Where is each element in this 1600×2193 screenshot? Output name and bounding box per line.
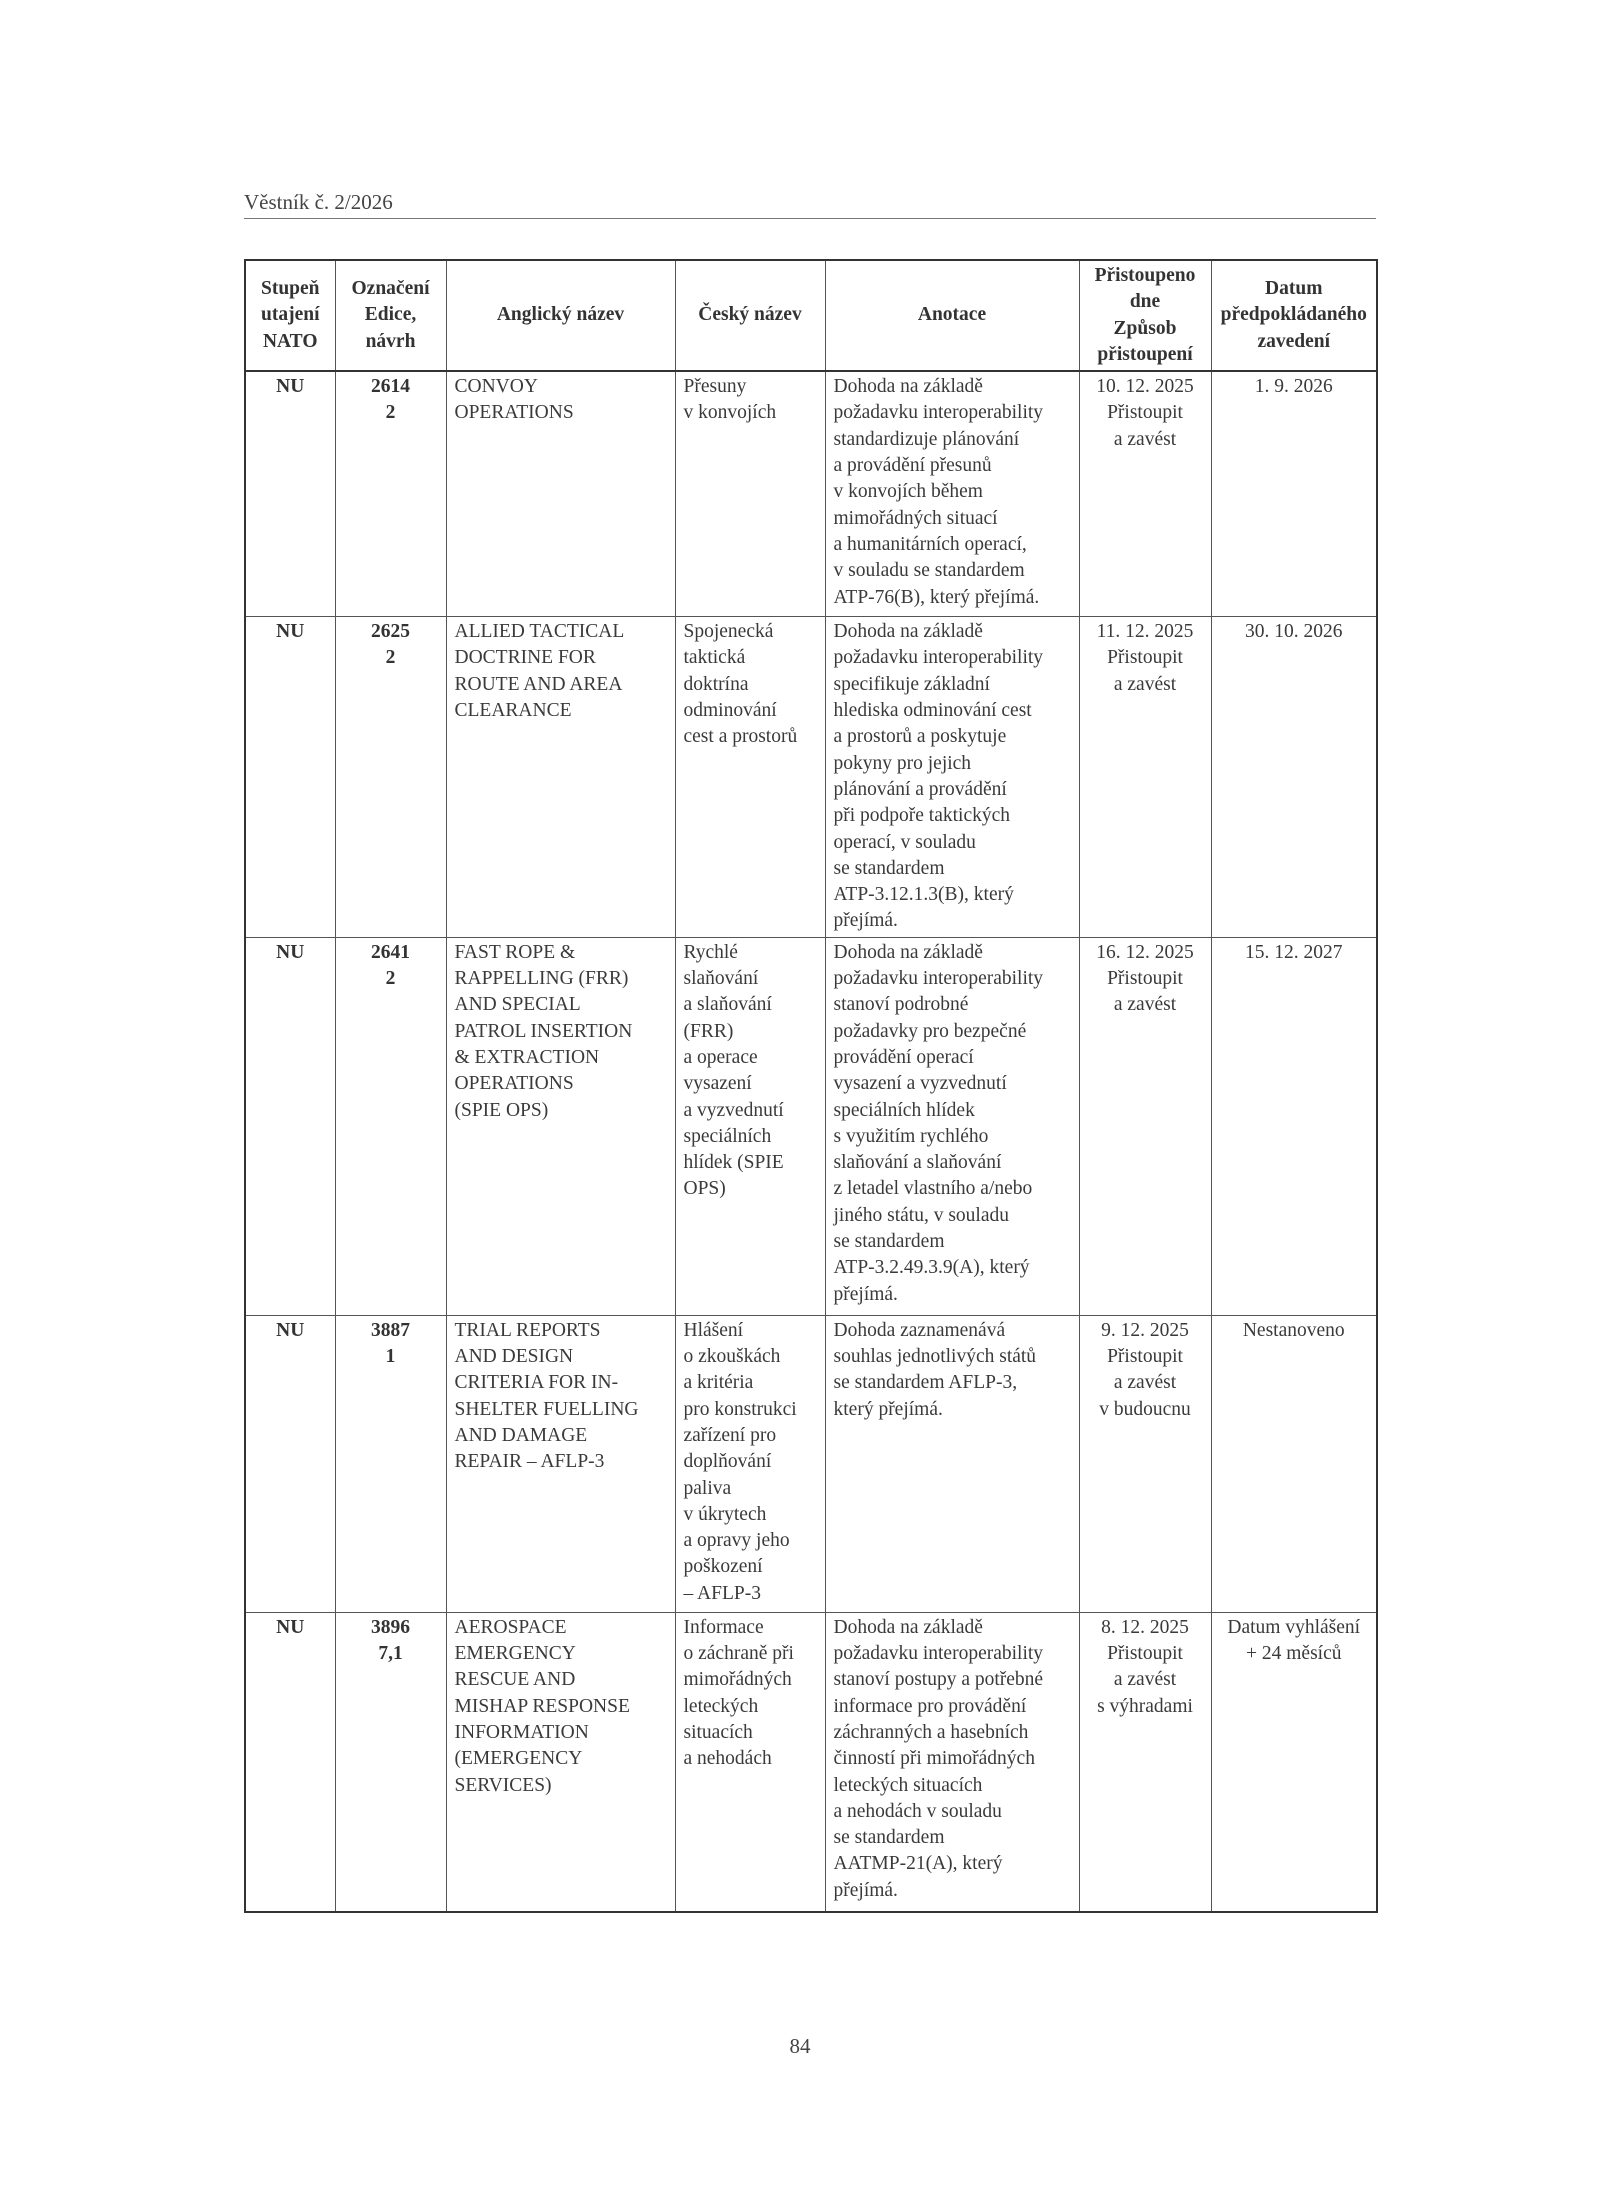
cell-level: NU [245, 1315, 335, 1612]
cell-czech: Informace o záchraně při mimořádných leteckých situacích a nehodách [675, 1612, 825, 1912]
cell-annotation: Dohoda na základě požadavku interoperability standardizuje plánování a provádění přesunů v konvojích během mimořádných situací a humanitárních operací, v souladu se standardem ATP-76(B), který přejímá. [825, 371, 1079, 617]
col-header-annotation: Anotace [825, 260, 1079, 371]
cell-annotation: Dohoda na základě požadavku interoperability stanoví podrobné požadavky pro bezpečné provádění operací vysazení a vyzvednutí speciálních hlídek s využitím rychlého slaňování a slaňování z letadel vlastního a/nebo jiného státu, v souladu se standardem ATP-3.2.49.3.9(A), který přejímá. [825, 937, 1079, 1315]
cell-annotation: Dohoda zaznamenává souhlas jednotlivých států se standardem AFLP-3, který přejímá. [825, 1315, 1079, 1612]
cell-accession: 8. 12. 2025 Přistoupit a zavést s výhradami [1079, 1612, 1211, 1912]
cell-accession: 16. 12. 2025 Přistoupit a zavést [1079, 937, 1211, 1315]
standards-table [244, 259, 1378, 1913]
table-header-row [245, 260, 1377, 371]
cell-implementation: Nestanoveno [1211, 1315, 1377, 1612]
col-header-designation: Označení Edice, návrh [335, 260, 446, 371]
cell-level: NU [245, 617, 335, 938]
cell-annotation: Dohoda na základě požadavku interoperability stanoví postupy a potřebné informace pro provádění záchranných a hasebních činností při mimořádných leteckých situacích a nehodách v souladu se standardem AATMP-21(A), který přejímá. [825, 1612, 1079, 1912]
col-header-level: Stupeň utajení NATO [245, 260, 335, 371]
cell-english: CONVOY OPERATIONS [446, 371, 675, 617]
cell-designation: 2625 2 [335, 617, 446, 938]
cell-english: TRIAL REPORTS AND DESIGN CRITERIA FOR IN- SHELTER FUELLING AND DAMAGE REPAIR – AFLP-3 [446, 1315, 675, 1612]
table-row [245, 1612, 1377, 1912]
cell-implementation: 30. 10. 2026 [1211, 617, 1377, 938]
page-number: 84 [789, 2034, 811, 2058]
cell-czech: Hlášení o zkouškách a kritéria pro konstrukci zařízení pro doplňování paliva v úkrytech a opravy jeho poškození – AFLP-3 [675, 1315, 825, 1612]
cell-level: NU [245, 937, 335, 1315]
col-header-accession: Přistoupeno dne Způsob přistoupení [1079, 260, 1211, 371]
cell-implementation: 15. 12. 2027 [1211, 937, 1377, 1315]
table-row [245, 371, 1377, 617]
cell-level: NU [245, 371, 335, 617]
col-header-english: Anglický název [446, 260, 675, 371]
cell-english: AEROSPACE EMERGENCY RESCUE AND MISHAP RESPONSE INFORMATION (EMERGENCY SERVICES) [446, 1612, 675, 1912]
cell-czech: Spojenecká taktická doktrína odminování cest a prostorů [675, 617, 825, 938]
running-head-title: Věstník č. 2/2026 [244, 190, 393, 214]
table-row [245, 937, 1377, 1315]
cell-designation: 2614 2 [335, 371, 446, 617]
cell-designation: 3887 1 [335, 1315, 446, 1612]
table-row [245, 617, 1377, 938]
cell-english: ALLIED TACTICAL DOCTRINE FOR ROUTE AND AREA CLEARANCE [446, 617, 675, 938]
cell-czech: Rychlé slaňování a slaňování (FRR) a operace vysazení a vyzvednutí speciálních hlídek (SPIE OPS) [675, 937, 825, 1315]
cell-designation: 2641 2 [335, 937, 446, 1315]
cell-accession: 10. 12. 2025 Přistoupit a zavést [1079, 371, 1211, 617]
cell-designation: 3896 7,1 [335, 1612, 446, 1912]
cell-annotation: Dohoda na základě požadavku interoperability specifikuje základní hlediska odminování cest a prostorů a poskytuje pokyny pro jejich plánování a provádění při podpoře taktických operací, v souladu se standardem ATP-3.12.1.3(B), který přejímá. [825, 617, 1079, 938]
cell-accession: 9. 12. 2025 Přistoupit a zavést v budoucnu [1079, 1315, 1211, 1612]
header-divider [244, 218, 1376, 219]
col-header-implementation: Datum předpokládaného zavedení [1211, 260, 1377, 371]
cell-english: FAST ROPE & RAPPELLING (FRR) AND SPECIAL PATROL INSERTION & EXTRACTION OPERATIONS (SPIE OPS) [446, 937, 675, 1315]
col-header-czech: Český název [675, 260, 825, 371]
table-row [245, 1315, 1377, 1612]
cell-czech: Přesuny v konvojích [675, 371, 825, 617]
cell-level: NU [245, 1612, 335, 1912]
cell-implementation: 1. 9. 2026 [1211, 371, 1377, 617]
cell-implementation: Datum vyhlášení + 24 měsíců [1211, 1612, 1377, 1912]
cell-accession: 11. 12. 2025 Přistoupit a zavést [1079, 617, 1211, 938]
